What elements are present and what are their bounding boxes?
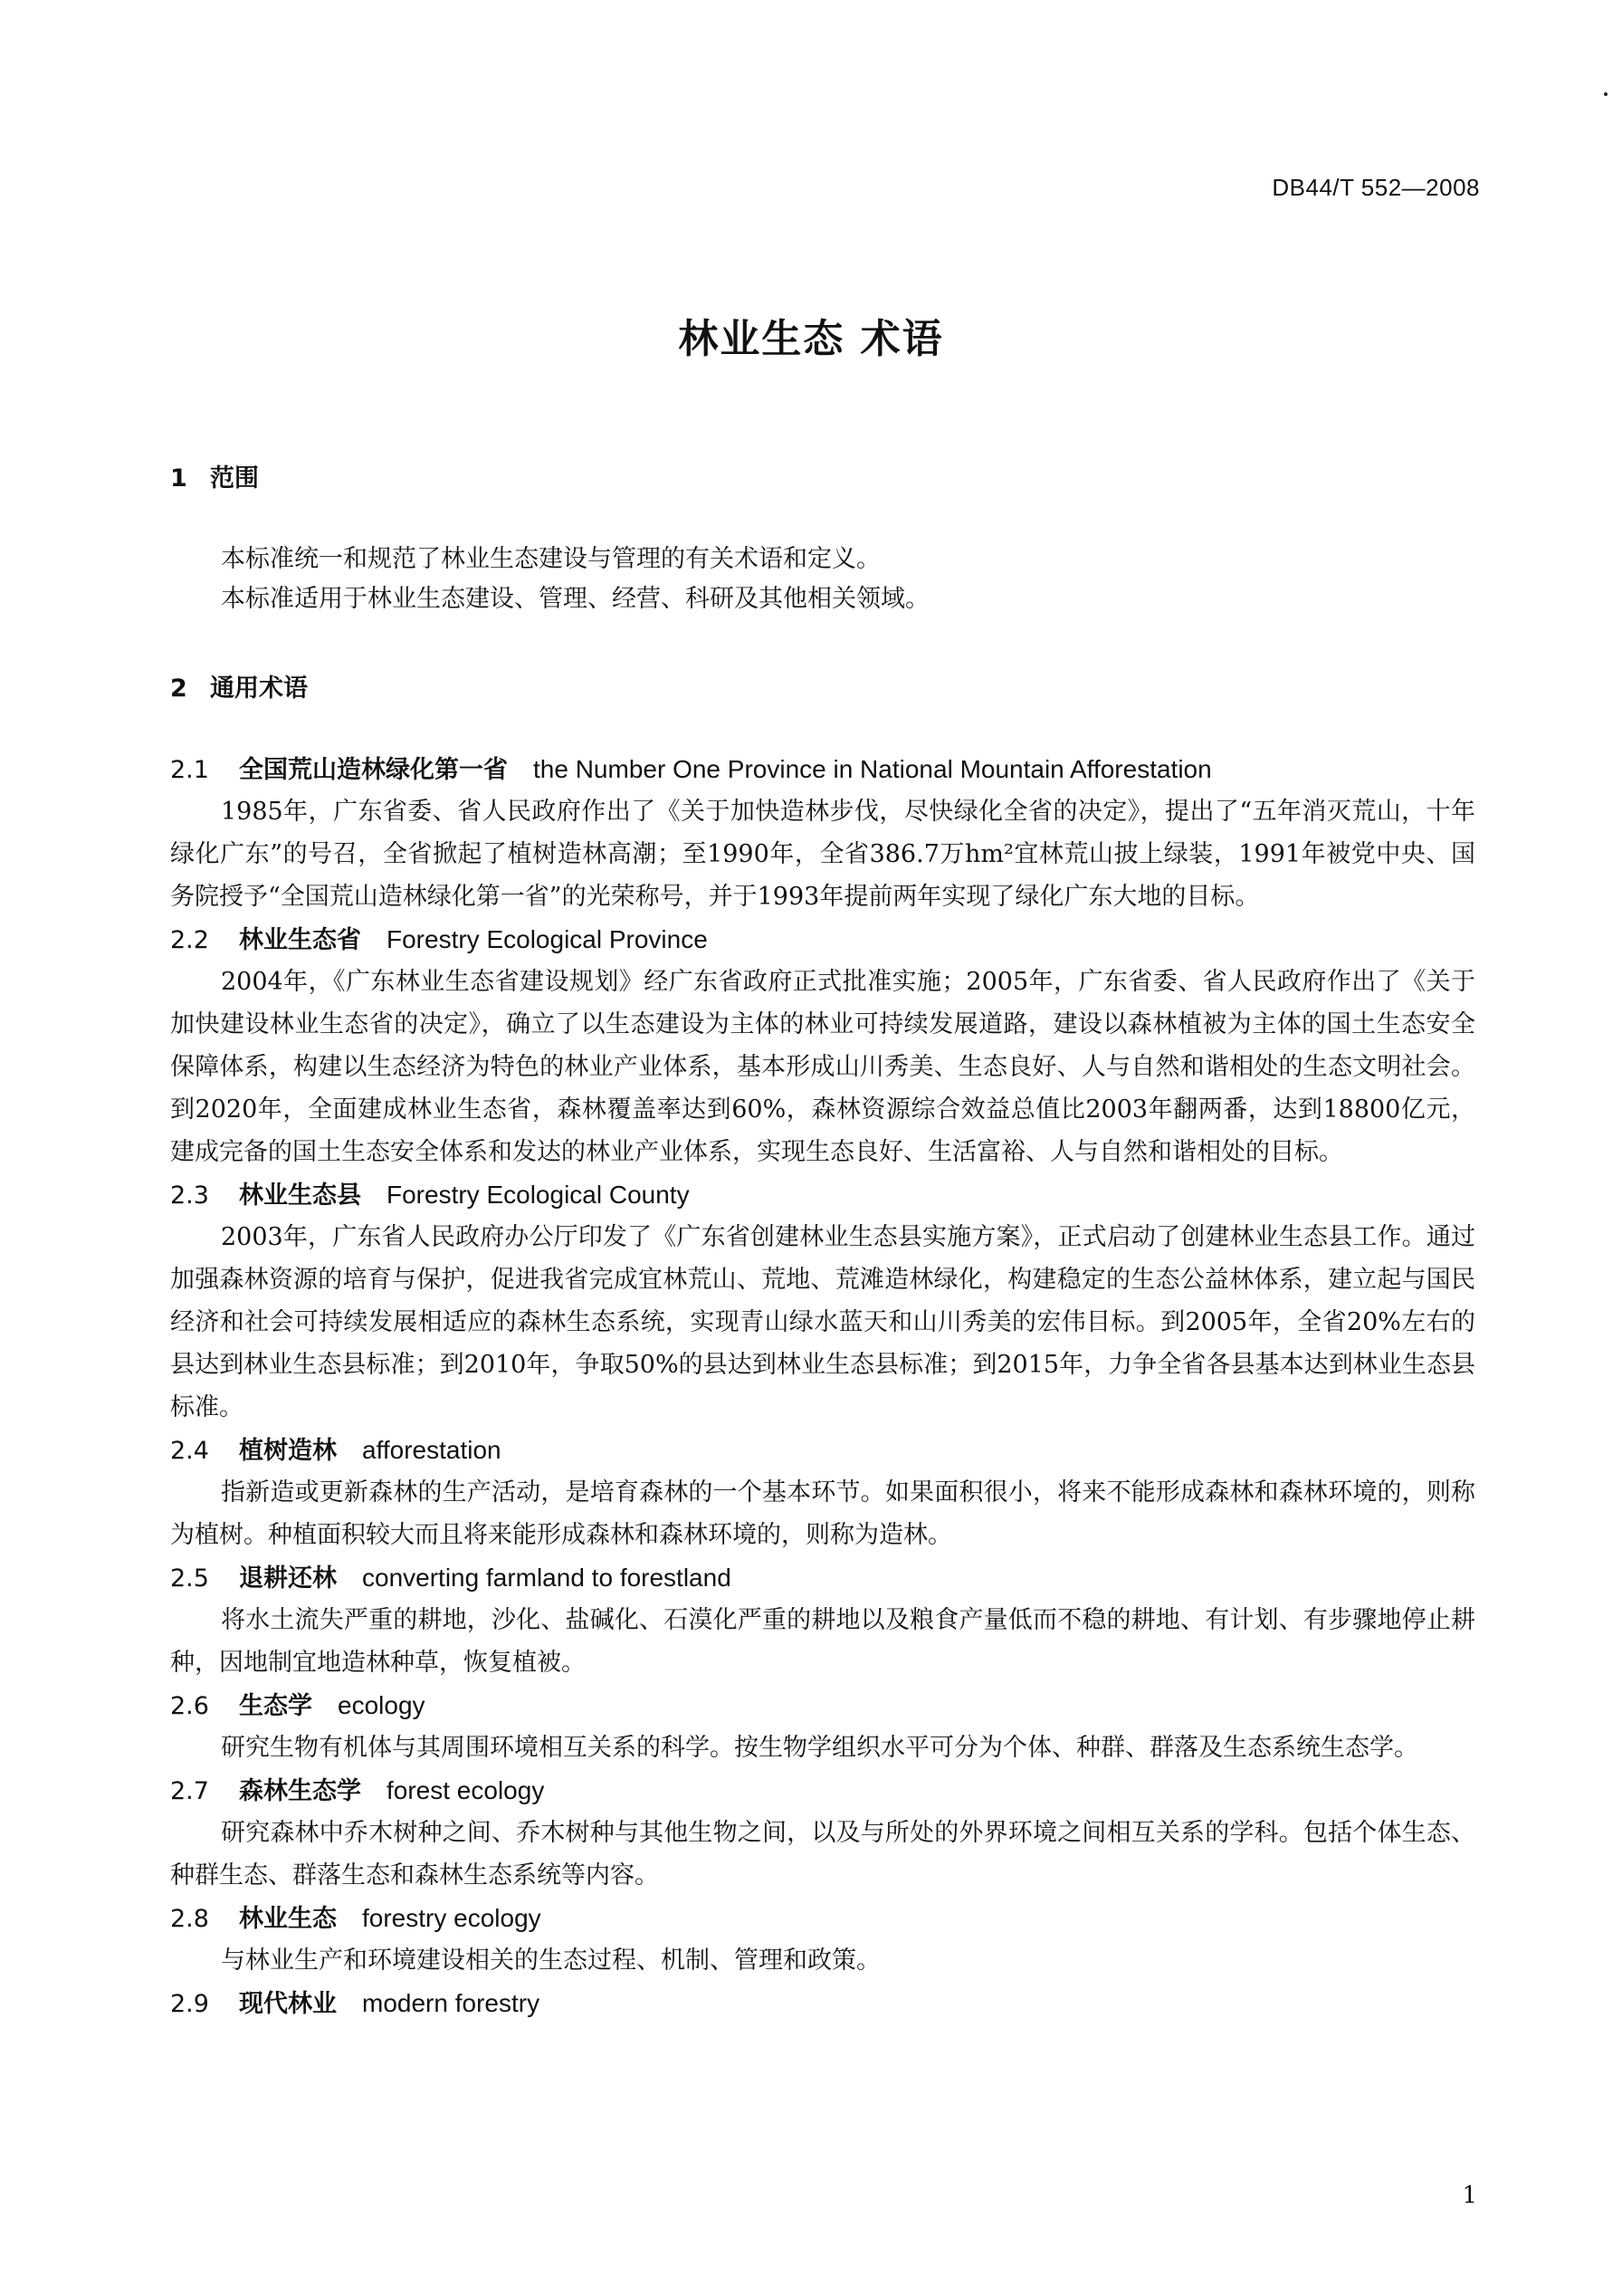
term-number: 2.8	[170, 1905, 209, 1933]
term-heading	[170, 1769, 1475, 1812]
term-number: 2.5	[170, 1564, 209, 1593]
section-number: 2	[170, 674, 187, 703]
term-entry	[170, 1556, 1475, 1684]
scope-paragraph: 本标准适用于林业生态建设、管理、经营、科研及其他相关领域。	[221, 585, 930, 613]
term-heading	[170, 1684, 1475, 1727]
term-definition: 研究生物有机体与其周围环境相互关系的科学。按生物学组织水平可分为个体、种群、群落及生态系统生态学。	[221, 1734, 1418, 1762]
term-number: 2.9	[170, 1990, 209, 2018]
scan-speck	[1604, 92, 1608, 96]
section-heading-general-terms	[170, 668, 308, 703]
term-entry	[170, 1982, 1475, 2024]
term-english: modern forestry	[362, 1989, 540, 2017]
term-definition: 研究森林中乔木树种之间、乔木树种与其他生物之间，以及与所处的外界环境之间相互关系的学科。包括个体生态、种群生态、群落生态和森林生态系统等内容。	[170, 1819, 1475, 1889]
term-number: 2.6	[170, 1692, 209, 1720]
term-english: afforestation	[362, 1436, 501, 1464]
term-chinese: 全国荒山造林绿化第一省	[239, 756, 508, 784]
term-heading	[170, 1982, 1475, 2024]
term-number: 2.1	[170, 756, 209, 784]
term-heading	[170, 748, 1475, 790]
term-chinese: 林业生态县	[239, 1181, 361, 1210]
section-title: 通用术语	[210, 674, 308, 703]
term-chinese: 现代林业	[239, 1990, 337, 2018]
term-entry	[170, 1769, 1475, 1897]
term-heading	[170, 1429, 1475, 1471]
term-entry	[170, 1684, 1475, 1769]
term-chinese: 生态学	[239, 1692, 312, 1720]
term-chinese: 退耕还林	[239, 1564, 337, 1593]
term-definition: 与林业生产和环境建设相关的生态过程、机制、管理和政策。	[221, 1947, 881, 1975]
term-english: converting farmland to forestland	[362, 1564, 731, 1592]
term-chinese: 林业生态	[239, 1905, 337, 1933]
section-heading-scope	[170, 458, 259, 493]
term-heading	[170, 918, 1475, 961]
term-entry	[170, 1173, 1475, 1429]
page-number: 1	[1462, 2182, 1477, 2209]
term-number: 2.4	[170, 1437, 209, 1465]
section-title: 范围	[210, 464, 259, 493]
term-heading	[170, 1173, 1475, 1216]
term-chinese: 林业生态省	[239, 926, 361, 954]
term-entry	[170, 918, 1475, 1173]
term-heading	[170, 1556, 1475, 1599]
term-entry	[170, 748, 1475, 918]
term-chinese: 森林生态学	[239, 1777, 361, 1805]
scope-paragraph: 本标准统一和规范了林业生态建设与管理的有关术语和定义。	[221, 545, 881, 573]
term-english: forestry ecology	[362, 1904, 541, 1932]
section-number: 1	[170, 464, 187, 493]
term-entry	[170, 1429, 1475, 1556]
term-definition: 指新造或更新森林的生产活动，是培育森林的一个基本环节。如果面积很小，将来不能形成森林和森林环境的，则称为植树。种植面积较大而且将来能形成森林和森林环境的，则称为造林。	[170, 1478, 1475, 1549]
term-english: Forestry Ecological Province	[386, 925, 708, 953]
term-definition: 2004年，《广东林业生态省建设规划》经广东省政府正式批准实施；2005年，广东省委、省人民政府作出了《关于加快建设林业生态省的决定》，确立了以生态建设为主体的林业可持续发展道路，建设以森林植被为主体的国土生态安全保障体系，构建以生态经济为特色的林业产业体系，基本形成山川秀美、生态良好、人与自然和谐相处的生态文明社会。到2020年，全面建成林业生态省，森林覆盖率达到60%，森林资源综合效益总值比2003年翻两番，达到18800亿元，建成完备的国土生态安全体系和发达的林业产业体系，实现生态良好、生活富裕、人与自然和谐相处的目标。	[170, 968, 1475, 1166]
term-definition: 1985年，广东省委、省人民政府作出了《关于加快造林步伐，尽快绿化全省的决定》，提出了“五年消灭荒山，十年绿化广东”的号召，全省掀起了植树造林高潮；至1990年，全省386.7万hm²宜林荒山披上绿装，1991年被党中央、国务院授予“全国荒山造林绿化第一省”的光荣称号，并于1993年提前两年实现了绿化广东大地的目标。	[170, 798, 1475, 911]
term-heading	[170, 1897, 1475, 1939]
term-list	[170, 748, 1475, 2024]
term-definition: 将水土流失严重的耕地，沙化、盐碱化、石漠化严重的耕地以及粮食产量低而不稳的耕地、有计划、有步骤地停止耕种，因地制宜地造林种草，恢复植被。	[170, 1606, 1475, 1677]
term-number: 2.3	[170, 1181, 209, 1210]
term-english: ecology	[338, 1691, 425, 1719]
standard-code: DB44/T 552—2008	[1272, 174, 1480, 201]
term-english: the Number One Province in National Mountain Afforestation	[533, 755, 1212, 783]
term-chinese: 植树造林	[239, 1437, 337, 1465]
term-number: 2.7	[170, 1777, 209, 1805]
term-number: 2.2	[170, 926, 209, 954]
scope-body	[170, 540, 1474, 619]
term-english: forest ecology	[386, 1776, 545, 1804]
term-definition: 2003年，广东省人民政府办公厅印发了《广东省创建林业生态县实施方案》，正式启动了创建林业生态县工作。通过加强森林资源的培育与保护，促进我省完成宜林荒山、荒地、荒滩造林绿化，构建稳定的生态公益林体系，建立起与国民经济和社会可持续发展相适应的森林生态系统，实现青山绿水蓝天和山川秀美的宏伟目标。到2005年，全省20%左右的县达到林业生态县标准；到2010年，争取50%的县达到林业生态县标准；到2015年，力争全省各县基本达到林业生态县标准。	[170, 1223, 1475, 1421]
term-english: Forestry Ecological County	[386, 1181, 690, 1209]
term-entry	[170, 1897, 1475, 1982]
document-title: 林业生态 术语	[678, 316, 944, 362]
